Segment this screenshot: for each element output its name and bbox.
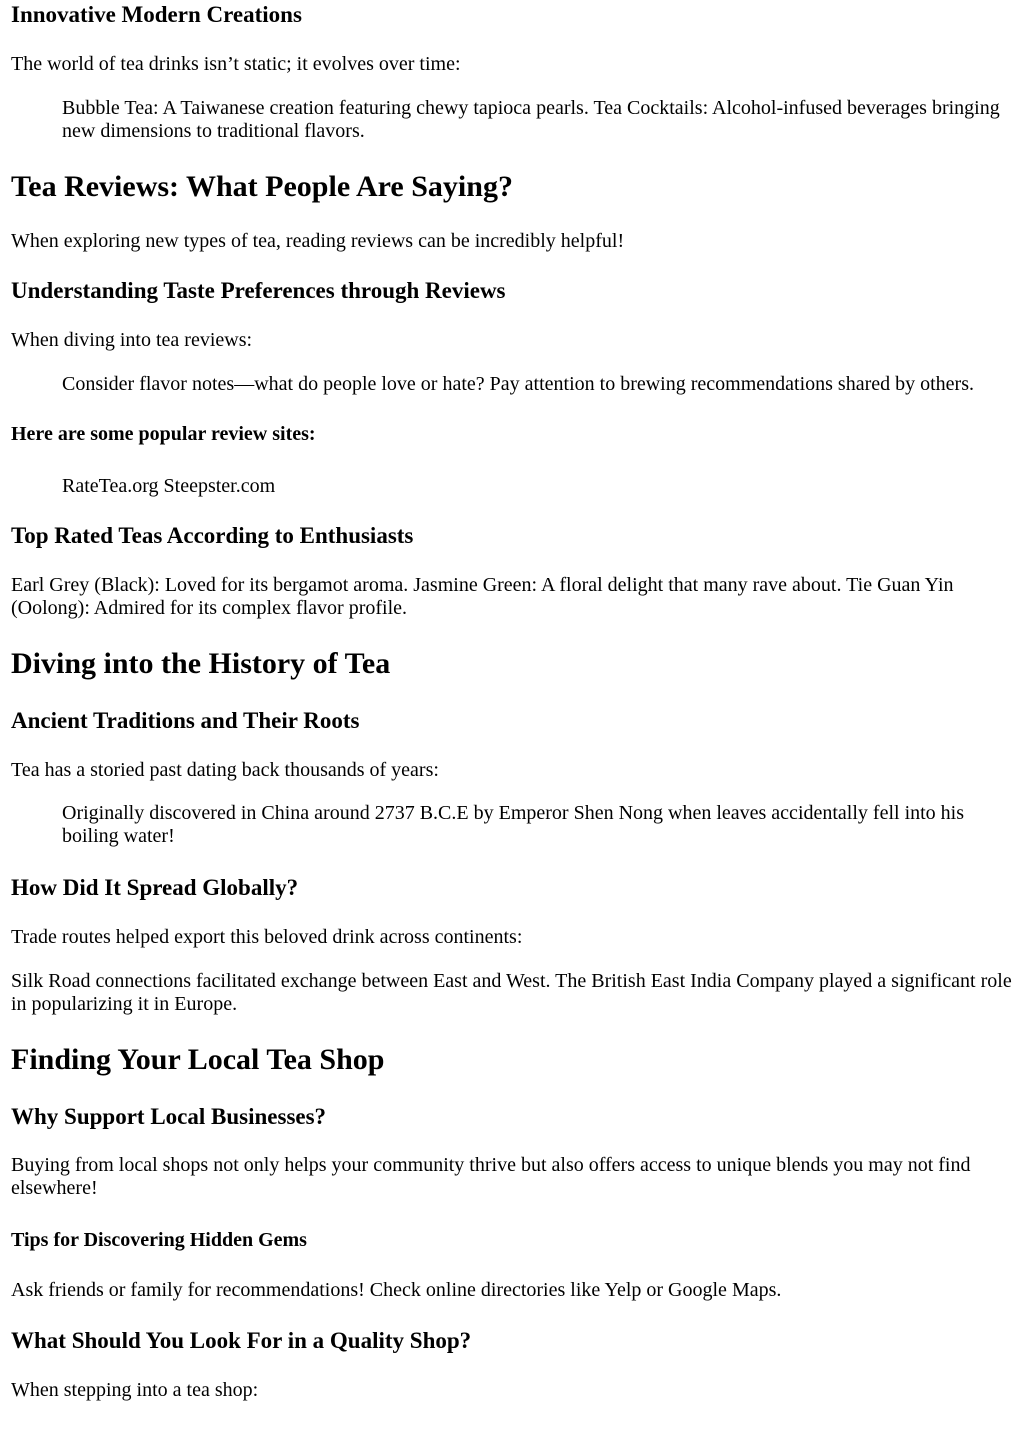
heading-taste-preferences: Understanding Taste Preferences through Reviews bbox=[11, 278, 506, 303]
heading-hidden-gems: Tips for Discovering Hidden Gems bbox=[11, 1229, 307, 1251]
blockquote-taste-tips: Consider flavor notes—what do people love or hate? Pay attention to brewing recommendations shared by others. bbox=[62, 373, 974, 395]
paragraph-reviews-intro: When exploring new types of tea, reading reviews can be incredibly helpful! bbox=[11, 230, 625, 252]
paragraph-spread-routes: Silk Road connections facilitated exchange between East and West. The British East India Company played a significant role in popularizing it in Europe. bbox=[11, 970, 1012, 1015]
blockquote-review-sites: RateTea.org Steepster.com bbox=[62, 475, 276, 497]
heading-local-tea-shop: Finding Your Local Tea Shop bbox=[11, 1043, 385, 1076]
heading-tea-reviews: Tea Reviews: What People Are Saying? bbox=[11, 170, 513, 203]
heading-quality-shop: What Should You Look For in a Quality Shop? bbox=[11, 1328, 472, 1353]
heading-support-local: Why Support Local Businesses? bbox=[11, 1104, 327, 1129]
heading-innovative-modern-creations: Innovative Modern Creations bbox=[11, 2, 302, 27]
paragraph-support-local: Buying from local shops not only helps your community thrive but also offers access to unique blends you may not find elsewhere! bbox=[11, 1154, 971, 1199]
paragraph-quality-intro: When stepping into a tea shop: bbox=[11, 1379, 259, 1401]
heading-review-sites: Here are some popular review sites: bbox=[11, 423, 316, 445]
heading-spread-globally: How Did It Spread Globally? bbox=[11, 875, 299, 900]
heading-history-of-tea: Diving into the History of Tea bbox=[11, 647, 391, 680]
heading-top-rated-teas: Top Rated Teas According to Enthusiasts bbox=[11, 523, 414, 548]
blockquote-ancient-origin: Originally discovered in China around 2737 B.C.E by Emperor Shen Nong when leaves accidentally fell into his boiling water! bbox=[62, 802, 965, 847]
paragraph-top-rated-teas: Earl Grey (Black): Loved for its bergamot aroma. Jasmine Green: A floral delight that many rave about. Tie Guan Yin (Oolong): Admired for its complex flavor profile. bbox=[11, 574, 954, 619]
paragraph-modern-intro: The world of tea drinks isn’t static; it evolves over time: bbox=[11, 53, 461, 75]
heading-ancient-traditions: Ancient Traditions and Their Roots bbox=[11, 708, 360, 733]
blockquote-modern-drinks: Bubble Tea: A Taiwanese creation featuring chewy tapioca pearls. Tea Cocktails: Alcohol-infused beverages bringing new dimensions to traditional flavors. bbox=[62, 97, 1000, 142]
paragraph-hidden-gems: Ask friends or family for recommendations! Check online directories like Yelp or Google Maps. bbox=[11, 1279, 782, 1301]
paragraph-taste-intro: When diving into tea reviews: bbox=[11, 329, 253, 351]
paragraph-ancient-intro: Tea has a storied past dating back thousands of years: bbox=[11, 759, 439, 781]
paragraph-spread-intro: Trade routes helped export this beloved drink across continents: bbox=[11, 926, 523, 948]
